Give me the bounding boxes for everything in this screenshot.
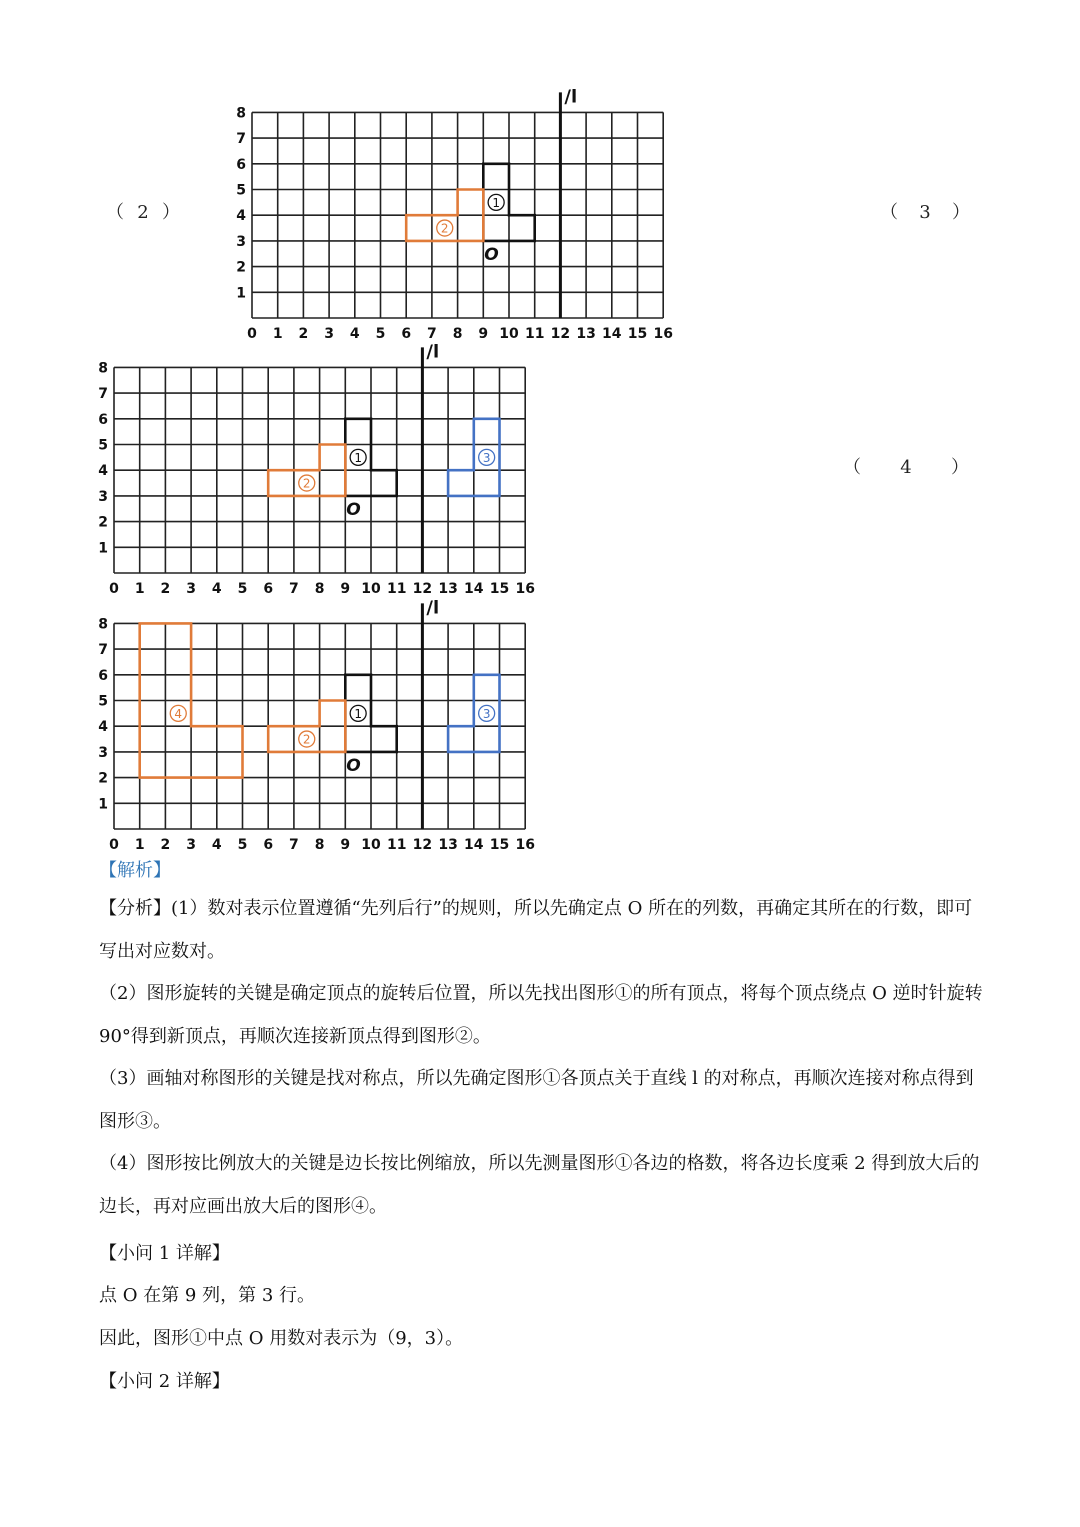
x-tick-label: 8 [452, 326, 463, 342]
sub-question-2-heading: 【小问 2 详解】 [99, 1371, 230, 1392]
x-tick-label: 15 [489, 837, 510, 853]
x-tick-label: 4 [211, 837, 222, 853]
axis-line-l-label: /l [564, 86, 578, 108]
x-tick-label: 3 [324, 326, 334, 342]
shape-3-label: 3 [482, 450, 491, 465]
point-o-label: O [484, 244, 499, 265]
x-tick-label: 2 [298, 326, 309, 342]
x-tick-label: 6 [263, 837, 274, 853]
answer-marker-2: （ 2 ） [106, 202, 180, 223]
y-tick-label: 2 [98, 770, 108, 787]
x-tick-label: 12 [550, 326, 571, 342]
x-tick-label: 1 [134, 837, 145, 853]
analysis-paragraph-3: （3）画轴对称图形的关键是找对称点，所以先确定图形①各顶点关于直线 l 的对称点，再顺次连接对称点得到图形③。 [99, 1068, 974, 1132]
y-tick-label: 2 [98, 514, 108, 531]
x-tick-label: 14 [602, 326, 622, 342]
x-tick-label: 14 [464, 581, 484, 597]
x-tick-label: 10 [361, 837, 381, 853]
y-tick-label: 1 [98, 540, 108, 557]
x-tick-label: 9 [340, 837, 351, 853]
x-tick-label: 15 [489, 581, 510, 597]
x-tick-label: 10 [499, 326, 519, 342]
x-tick-label: 11 [524, 326, 545, 342]
shape-2-label: 2 [440, 221, 449, 236]
analysis-paragraph-4: （4）图形按比例放大的关键是边长按比例缩放，所以先测量图形①各边的格数，将各边长度乘 2 得到放大后的边长，再对应画出放大后的图形④。 [99, 1153, 980, 1217]
y-tick-label: 6 [98, 667, 108, 684]
x-tick-label: 0 [109, 837, 119, 853]
x-tick-label: 9 [340, 581, 351, 597]
x-tick-label: 11 [386, 581, 407, 597]
grid-figure-enlargement [97, 596, 557, 856]
y-tick-label: 1 [236, 285, 246, 302]
analysis-paragraph-1: 【分析】(1）数对表示位置遵循“先列后行”的规则，所以先确定点 O 所在的列数，再确定其所在的行数，即可写出对应数对。 [99, 898, 973, 962]
y-tick-label: 7 [98, 642, 108, 659]
y-tick-label: 8 [236, 105, 246, 122]
x-tick-label: 9 [478, 326, 489, 342]
y-tick-label: 3 [98, 488, 108, 505]
x-tick-label: 8 [314, 581, 325, 597]
y-tick-label: 3 [236, 233, 246, 250]
y-tick-label: 3 [98, 744, 108, 761]
shape-1-label: 1 [354, 706, 362, 721]
x-tick-label: 2 [160, 837, 171, 853]
x-tick-label: 7 [289, 581, 299, 597]
shape-1-label: 1 [354, 450, 362, 465]
answer-marker-4: （ 4 ） [843, 457, 969, 478]
x-tick-label: 16 [653, 326, 673, 342]
x-tick-label: 13 [438, 581, 458, 597]
sub-question-1-line-2: 因此，图形①中点 O 用数对表示为（9，3）。 [99, 1328, 464, 1349]
x-tick-label: 1 [272, 326, 283, 342]
x-tick-label: 16 [515, 581, 535, 597]
x-tick-label: 10 [361, 581, 381, 597]
x-tick-label: 12 [412, 581, 433, 597]
x-tick-label: 13 [438, 837, 458, 853]
y-tick-label: 1 [98, 796, 108, 813]
x-tick-label: 7 [427, 326, 437, 342]
x-tick-label: 6 [401, 326, 412, 342]
x-tick-label: 0 [247, 326, 257, 342]
x-tick-label: 4 [349, 326, 360, 342]
x-tick-label: 3 [186, 581, 196, 597]
x-tick-label: 14 [464, 837, 484, 853]
x-tick-label: 1 [134, 581, 145, 597]
y-tick-label: 6 [236, 156, 246, 173]
x-tick-label: 5 [237, 581, 248, 597]
x-tick-label: 6 [263, 581, 274, 597]
x-tick-label: 5 [237, 837, 248, 853]
y-tick-label: 8 [98, 360, 108, 377]
x-tick-label: 16 [515, 837, 535, 853]
y-tick-label: 4 [236, 208, 246, 225]
sub-question-1-heading: 【小问 1 详解】 [99, 1243, 230, 1264]
x-tick-label: 11 [386, 837, 407, 853]
y-tick-label: 8 [98, 616, 108, 633]
point-o-label: O [346, 499, 361, 520]
analysis-heading: 【解析】 [99, 860, 171, 881]
y-tick-label: 4 [98, 463, 108, 480]
x-tick-label: 12 [412, 837, 433, 853]
axis-line-l-label: /l [426, 341, 440, 363]
y-tick-label: 4 [98, 719, 108, 736]
y-tick-label: 5 [98, 437, 108, 454]
x-tick-label: 8 [314, 837, 325, 853]
x-tick-label: 2 [160, 581, 171, 597]
shape-3-label: 3 [482, 706, 491, 721]
x-tick-label: 7 [289, 837, 299, 853]
x-tick-label: 15 [627, 326, 648, 342]
x-tick-label: 4 [211, 581, 222, 597]
x-tick-label: 13 [576, 326, 596, 342]
shape-2-label: 2 [302, 476, 311, 491]
sub-question-1-line-1: 点 O 在第 9 列，第 3 行。 [99, 1285, 315, 1306]
y-tick-label: 7 [98, 386, 108, 403]
axis-line-l-label: /l [426, 597, 440, 619]
grid-figure-rotation [235, 85, 695, 345]
y-tick-label: 5 [98, 693, 108, 710]
y-tick-label: 2 [236, 259, 246, 276]
y-tick-label: 6 [98, 411, 108, 428]
shape-1-label: 1 [492, 195, 500, 210]
y-tick-label: 7 [236, 131, 246, 148]
shape-2-label: 2 [302, 732, 311, 747]
analysis-paragraph-2: （2）图形旋转的关键是确定顶点的旋转后位置，所以先找出图形①的所有顶点，将每个顶点绕点 O 逆时针旋转 90°得到新顶点，再顺次连接新顶点得到图形②。 [99, 983, 983, 1047]
grid-figure-reflection [97, 340, 557, 600]
x-tick-label: 5 [375, 326, 386, 342]
x-tick-label: 0 [109, 581, 119, 597]
answer-marker-3: （ 3 ） [880, 202, 970, 223]
x-tick-label: 3 [186, 837, 196, 853]
point-o-label: O [346, 755, 361, 776]
y-tick-label: 5 [236, 182, 246, 199]
shape-4-label: 4 [174, 706, 183, 721]
